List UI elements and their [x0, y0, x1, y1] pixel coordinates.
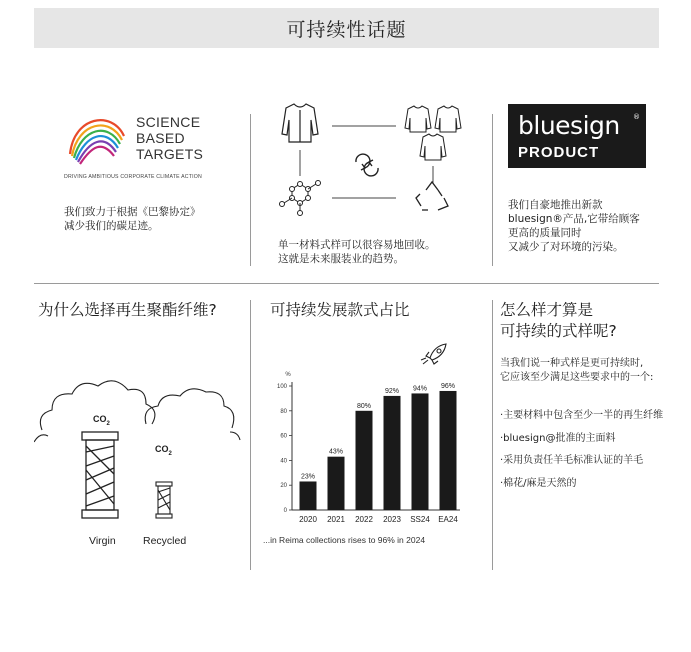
divider-vertical-4	[492, 300, 493, 570]
panel6-heading-line1: 怎么样才算是	[500, 301, 594, 319]
molecule-icon	[280, 181, 321, 216]
co2-label-virgin	[93, 414, 110, 427]
sbti-logo-icon	[62, 106, 134, 172]
chart-value-label: 96%	[440, 382, 456, 390]
chart-y-tick-label: 80	[280, 408, 287, 415]
bluesign-registered-mark: ®	[633, 113, 640, 121]
chart-bar	[300, 481, 317, 510]
chart-y-tick-label: 0	[283, 508, 287, 514]
divider-horizontal	[34, 283, 659, 284]
chart-bar	[412, 393, 429, 510]
jacket-icon	[282, 104, 318, 142]
chart-value-label: 43%	[328, 448, 344, 456]
panel1-text-line1: 我们致力于根据《巴黎协定》	[64, 206, 201, 218]
panel4-heading: 为什么选择再生聚酯纤维?	[38, 301, 217, 319]
panel3-text-line4: 又减少了对环境的污染。	[508, 241, 624, 253]
chart-caption: ...in Reima collections rises to 96% in 2024	[263, 535, 426, 545]
chart-bar	[384, 396, 401, 510]
virgin-label: Virgin	[89, 535, 116, 547]
cycle-arrows-icon	[356, 154, 378, 176]
chart-category-label: 2022	[355, 515, 373, 524]
criteria-item: ·棉花/麻是天然的	[500, 478, 577, 489]
criteria-item: ·主要材料中包含至少一半的再生纤维	[500, 410, 664, 421]
chart-category-label: 2021	[327, 515, 345, 524]
panel6-intro-line1: 当我们说一种式样是更可持续时,	[500, 358, 644, 369]
yarn-spool-icon	[82, 432, 118, 518]
co2-subscript: 2	[168, 450, 172, 457]
cloud-icon	[34, 381, 155, 442]
sbti-line2: BASED	[136, 130, 185, 146]
divider-vertical-1	[250, 114, 251, 266]
chart-bar	[356, 411, 373, 510]
chart-y-tick-label: 60	[280, 433, 287, 440]
panel3-text-line1: 我们自豪地推出新款	[508, 199, 603, 211]
chart-category-label: 2023	[383, 515, 401, 524]
cloud-icon	[145, 389, 240, 440]
panel2-text-line1: 单一材料式样可以很容易地回收。	[278, 239, 436, 251]
bluesign-wordmark: bluesign	[518, 111, 620, 140]
divider-vertical-3	[250, 300, 251, 570]
sbti-line3: TARGETS	[136, 146, 204, 162]
panel6-heading-line2: 可持续的式样呢?	[500, 322, 617, 340]
chart-value-label: 23%	[300, 473, 316, 481]
sbti-line1: SCIENCE	[136, 114, 201, 130]
sustainable-share-chart	[262, 368, 468, 530]
co2-text: CO	[93, 414, 107, 424]
chart-category-label: SS24	[410, 515, 430, 524]
chart-y-tick-label: 20	[280, 483, 287, 490]
divider-vertical-2	[492, 114, 493, 266]
chart-bar	[328, 457, 345, 510]
chart-category-label: EA24	[438, 515, 458, 524]
sbti-logo	[62, 106, 212, 184]
page-title: 可持续性话题	[286, 18, 407, 41]
recycling-diagram	[276, 98, 476, 228]
chart-y-label: %	[285, 372, 291, 378]
chart-category-label: 2020	[299, 515, 317, 524]
bluesign-product-label: PRODUCT	[518, 144, 600, 161]
panel2-text-line2: 这就是未来服装业的趋势。	[278, 253, 404, 265]
panel3-text-line2: bluesign®产品,它带给顾客	[508, 213, 640, 225]
chart-y-tick-label: 40	[280, 458, 287, 465]
jacket-icon	[405, 106, 461, 160]
chart-value-label: 80%	[356, 402, 372, 410]
co2-subscript: 2	[106, 420, 110, 427]
recycle-icon	[416, 182, 448, 210]
rocket-icon	[420, 342, 448, 366]
panel5-heading: 可持续发展款式占比	[270, 301, 410, 319]
virgin-vs-recycled-illustration	[34, 370, 244, 530]
chart-bar	[440, 391, 457, 510]
panel6-intro-line2: 它应该至少满足这些要求中的一个:	[500, 372, 654, 383]
chart-y-tick-label: 100	[276, 384, 287, 390]
title-bar	[34, 8, 659, 48]
co2-text: CO	[155, 444, 169, 454]
recycled-label: Recycled	[143, 535, 187, 547]
yarn-spool-icon	[156, 482, 172, 518]
sbti-tagline: DRIVING AMBITIOUS CORPORATE CLIMATE ACTION	[64, 174, 202, 180]
panel3-text-line3: 更高的质量同时	[508, 227, 582, 239]
chart-value-label: 94%	[412, 385, 428, 393]
criteria-item: ·采用负责任羊毛标准认证的羊毛	[500, 455, 644, 466]
co2-label-recycled	[155, 444, 172, 457]
criteria-item: ·bluesign@批准的主面料	[500, 433, 616, 444]
panel1-text-line2: 减少我们的碳足迹。	[64, 220, 159, 232]
chart-value-label: 92%	[384, 387, 400, 395]
bluesign-logo	[508, 104, 646, 168]
